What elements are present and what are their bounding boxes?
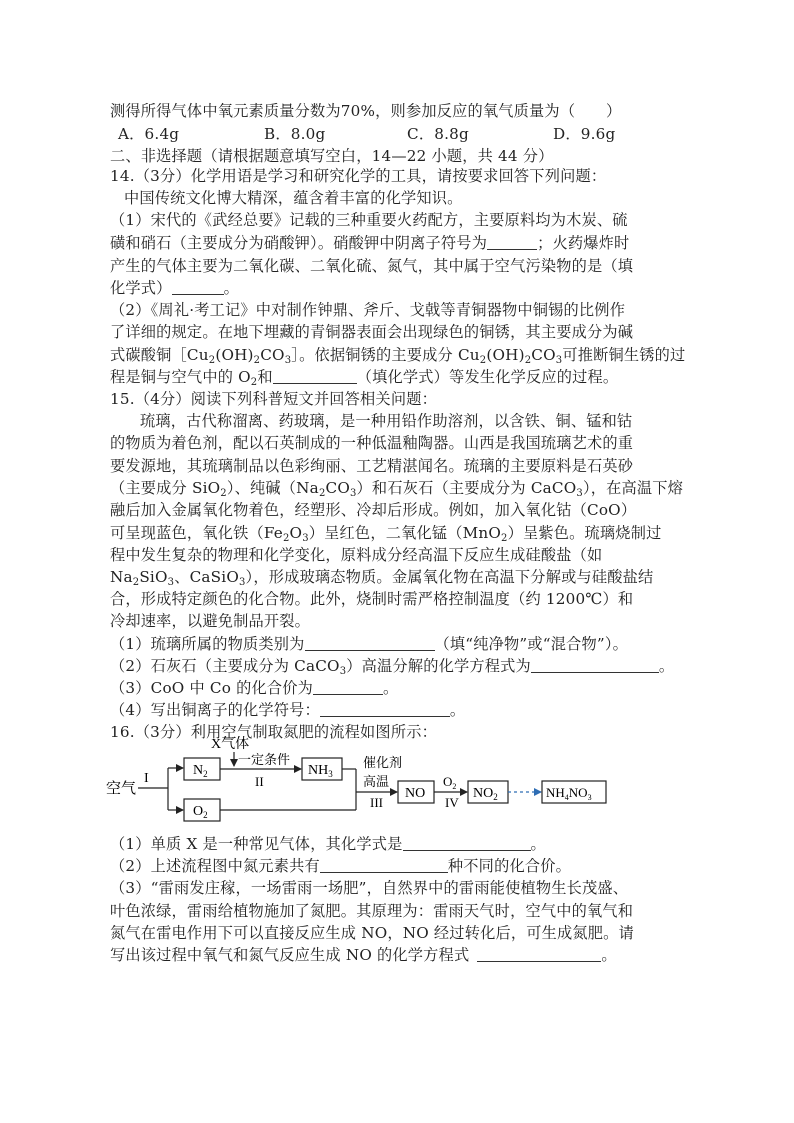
q13-tail: 测得所得气体中氧元素质量分数为70%，则参加反应的氧气质量为（ ） xyxy=(110,102,622,120)
q14-part1-line2: 磺和硝石（主要成分为硝酸钾）。硝酸钾中阴离子符号为 ；火药爆炸时 xyxy=(110,234,630,252)
q16-answer-blank-3[interactable] xyxy=(477,947,601,962)
q14-part2-line1: （2）《周礼·考工记》中对制作钟鼎、斧斤、戈戟等青铜器物中铜锡的比例作 xyxy=(110,301,626,319)
q13-option-c: C．8.8g xyxy=(407,125,469,143)
q14-intro: 中国传统文化博大精深，蕴含着丰富的化学知识。 xyxy=(124,189,463,207)
q15-sub4: （4）写出铜离子的化学符号： 。 xyxy=(110,701,466,719)
q15-article-line3: 要发源地，其琉璃制品以色彩绚丽、工艺精湛闻名。琉璃的主要原料是石英砂 xyxy=(110,457,634,475)
nh3-label: $NH_3$ xyxy=(308,763,333,779)
q14-stem: 14.（3分）化学用语是学习和研究化学的工具，请按要求回答下列问题： xyxy=(110,167,607,185)
q15-article-line4: （主要成分 SiO$_2$）、纯碱$(Na_2CO_3)$和石灰石（主要成分为 CaCO$_3$），在高温下熔 xyxy=(110,479,684,499)
q14-part1-line1: （1）宋代的《武经总要》记载的三种重要火药配方，主要原料均为木炭、硫 xyxy=(110,211,628,229)
q15-sub1: （1）琉璃所属的物质类别为 （填“纯净物”或“混合物”）。 xyxy=(110,635,629,653)
q15-article-line7: 程中发生复杂的物理和化学变化，原料成分经高温下反应生成硅酸盐（如 xyxy=(110,546,603,564)
no-label: NO xyxy=(405,786,426,801)
high-temp-label: 高温 xyxy=(363,774,390,789)
air-label: 空气 xyxy=(106,781,137,797)
q14-part2-line4: 程是铜与空气中的 $O_2$和 （填化学式）等发生化学反应的过程。 xyxy=(110,368,619,388)
o2-label: $O_2$ xyxy=(193,804,208,820)
q15-answer-blank-2[interactable] xyxy=(531,658,659,673)
q14-part2-line2: 了详细的规定。在地下埋藏的青铜器表面会出现绿色的铜锈，其主要成分为碱 xyxy=(110,323,634,341)
q14-part1-line4: 化学式） 。 xyxy=(110,279,239,297)
q16-sub3-line4: 写出该过程中氧气和氮气反应生成 NO 的化学方程式 。 xyxy=(110,946,617,964)
q14-answer-blank-1[interactable] xyxy=(487,235,537,250)
q16-answer-blank-1[interactable] xyxy=(403,836,531,851)
q13-options xyxy=(118,124,615,144)
q15-article-line2: 的物质为着色剂，配以石英制成的一种低温釉陶器。山西是我国琉璃艺术的重 xyxy=(110,434,634,452)
n2-label: $N_2$ xyxy=(193,763,208,779)
o2-arrow-label: $O_2$ xyxy=(443,774,457,791)
q14-answer-blank-2[interactable] xyxy=(172,280,224,295)
q13-option-a: A．6.4g xyxy=(118,125,180,143)
q15-answer-blank-3[interactable] xyxy=(313,680,383,695)
q16-sub3-line3: 氮气在雷电作用下可以直接反应生成 NO，NO 经过转化后，可生成氮肥。请 xyxy=(110,924,634,942)
q16-sub2: （2）上述流程图中氮元素共有 种不同的化合价。 xyxy=(110,857,572,875)
q14-part1-line3: 产生的气体主要为二氧化碳、二氧化硫、氮气，其中属于空气污染物的是（填 xyxy=(110,257,634,275)
q15-answer-blank-4[interactable] xyxy=(320,702,450,717)
condition-label: 一定条件 xyxy=(238,752,291,767)
step-3-label: III xyxy=(370,795,383,810)
q16-answer-blank-2[interactable] xyxy=(320,858,448,873)
q16-sub1: （1）单质 X 是一种常见气体，其化学式是 。 xyxy=(110,835,546,853)
flow-diagram xyxy=(100,736,620,832)
q13-option-d: D．9.6g xyxy=(553,125,616,143)
q15-article-line9: 合，形成特定颜色的化合物。此外，烧制时需严格控制温度（约 1200℃）和 xyxy=(110,590,634,608)
q15-sub3: （3）CoO 中 Co 的化合价为 。 xyxy=(110,679,399,697)
q15-sub2: （2）石灰石（主要成分为 CaCO$_3$）高温分解的化学方程式为 。 xyxy=(110,657,675,677)
q15-answer-blank-1[interactable] xyxy=(305,636,435,651)
nh4no3-label: $NH_4NO_3$ xyxy=(546,785,592,802)
step-4-label: IV xyxy=(445,795,459,810)
step-1-label: I xyxy=(144,771,149,786)
q14-part2-line3: 式碳酸铜$[Cu_2(OH)_2CO_3]$。依据铜锈的主要成分 $Cu_2(OH)_2CO_3$可推断铜生锈的过 xyxy=(110,346,686,366)
q15-article-line10: 冷却速率，以避免制品开裂。 xyxy=(110,612,311,630)
x-gas-label: X气体 xyxy=(211,737,250,752)
q15-article-line5: 融后加入金属氧化物着色，经塑形、冷却后形成。例如，加入氧化钴（CoO） xyxy=(110,501,637,519)
q13-option-b: B．8.0g xyxy=(264,125,326,143)
catalyst-label: 催化剂 xyxy=(363,755,403,770)
q15-stem: 15.（4分）阅读下列科普短文并回答相关问题： xyxy=(110,390,437,408)
q15-article-line1: 琉璃，古代称溜离、药玻璃，是一种用铅作助溶剂，以含铁、铜、锰和钴 xyxy=(140,412,633,430)
section2-title: 二、非选择题（请根据题意填写空白，14—22 小题，共 44 分） xyxy=(110,147,554,165)
no2-label: $NO_2$ xyxy=(473,786,498,802)
q16-sub3-line2: 叶色浓绿，雷雨给植物施加了氮肥。其原理为：雷雨天气时，空气中的氧气和 xyxy=(110,902,634,920)
q14-answer-blank-3[interactable] xyxy=(273,369,357,384)
step-2-label: II xyxy=(255,774,264,789)
q15-article-line6: 可呈现蓝色，氧化铁$(Fe_2O_3)$呈红色，二氧化锰（MnO$_2$）呈紫色。琉璃烧制过 xyxy=(110,524,662,544)
q16-stem: 16.（3分）利用空气制取氮肥的流程如图所示： xyxy=(110,723,437,741)
q16-sub3-line1: （3）“雷雨发庄稼，一场雷雨一场肥”，自然界中的雷雨能使植物生长茂盛、 xyxy=(110,879,629,897)
q15-article-line8: $Na_2SiO_3$、CaSiO$_3$），形成玻璃态物质。金属氧化物在高温下分解或与硅酸盐结 xyxy=(110,568,654,588)
